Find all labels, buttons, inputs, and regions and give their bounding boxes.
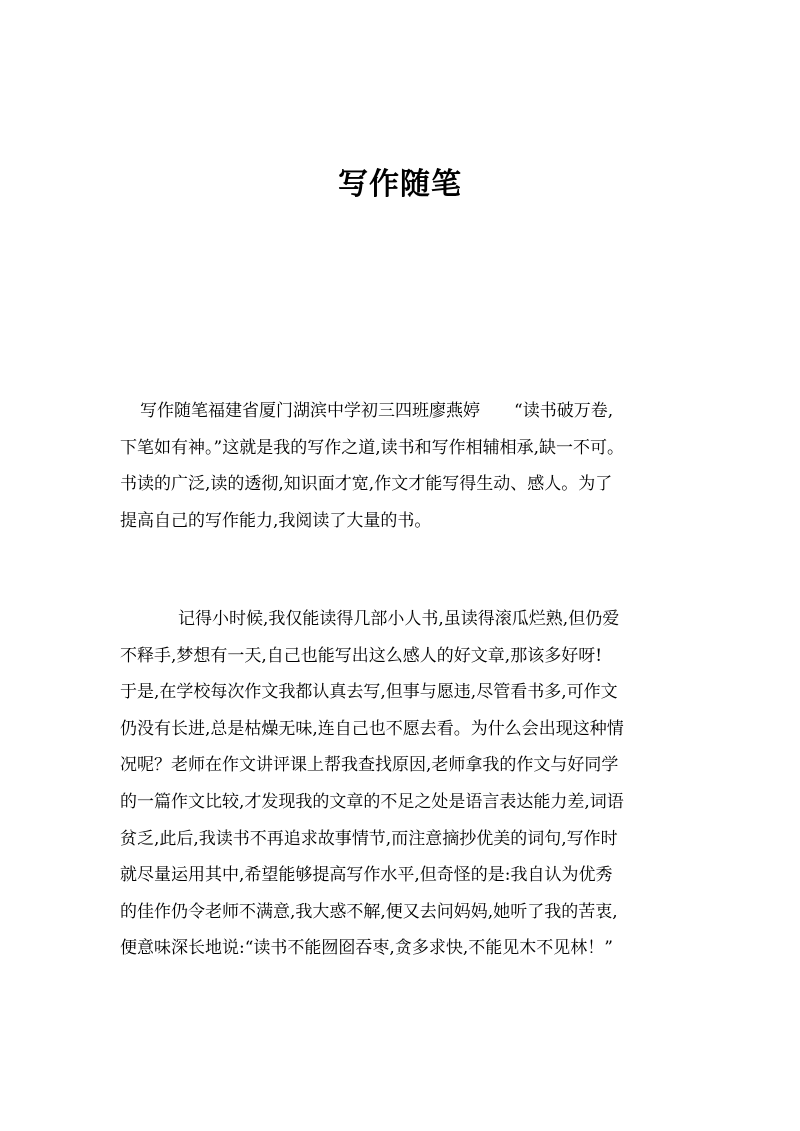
paragraph-2 (120, 601, 680, 967)
paragraph-line: 况呢？老师在作文讲评课上帮我查找原因,老师拿我的作文与好同学 (120, 755, 619, 776)
paragraph-line: 的佳作仍令老师不满意,我大惑不解,便又去问妈妈,她听了我的苦衷, (120, 901, 618, 922)
paragraph-line: 书读的广泛,读的透彻,知识面才宽,作文才能写得生动、感人。为了 (120, 474, 613, 495)
paragraph-line: 不释手,梦想有一天,自己也能写出这么感人的好文章,那该多好呀! (120, 645, 603, 666)
paragraph-line: 的一篇作文比较,才发现我的文章的不足之处是语言表达能力差,词语 (120, 791, 624, 812)
paragraph-line: 写作随笔福建省厦门湖滨中学初三四班廖燕婷 “读书破万卷, (140, 401, 614, 421)
paragraph-line: 下笔如有神。”这就是我的写作之道,读书和写作相辅相承,缺一不可。 (120, 437, 624, 458)
paragraph-line: 提高自己的写作能力,我阅读了大量的书。 (120, 510, 432, 531)
paragraph-line: 就尽量运用其中,希望能够提高写作水平,但奇怪的是:我自认为优秀 (120, 865, 613, 886)
paragraph-line: 贫乏,此后,我读书不再追求故事情节,而注意摘抄优美的词句,写作时 (120, 828, 618, 849)
paragraph-line: 记得小时候,我仅能读得几部小人书,虽读得滚瓜烂熟,但仍爱 (178, 609, 620, 629)
paragraph-line: 于是,在学校每次作文我都认真去写,但事与愿违,尽管看书多,可作文 (120, 682, 618, 703)
paragraph-1 (120, 393, 680, 539)
page-title: 写作随笔 (338, 167, 462, 203)
paragraph-line: 便意味深长地说:“读书不能囫囵吞枣,贪多求快,不能见木不见林！” (120, 938, 613, 959)
paragraph-line: 仍没有长进,总是枯燥无味,连自己也不愿去看。为什么会出现这种情 (120, 718, 624, 739)
